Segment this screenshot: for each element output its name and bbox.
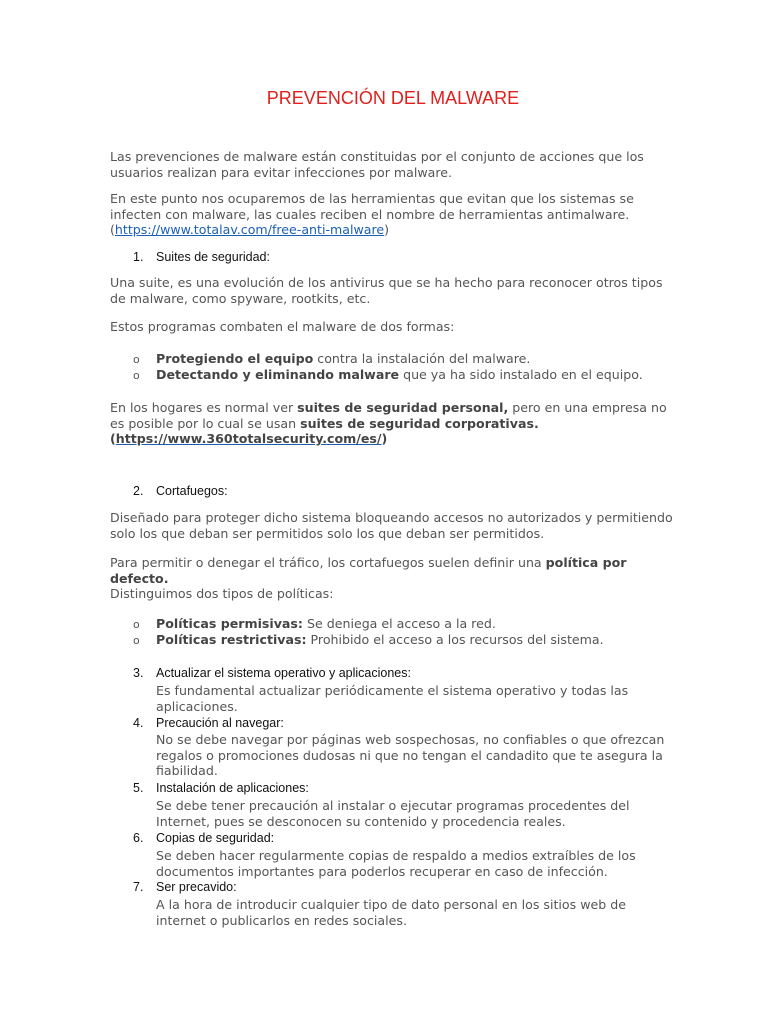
section-heading-text: Suites de seguridad: xyxy=(156,250,270,264)
bullet-mark: o xyxy=(133,369,140,382)
section-heading-suites xyxy=(133,249,270,265)
cortafuegos-paragraph-2 xyxy=(110,555,680,602)
text-run: En los hogares es normal ver xyxy=(110,400,298,415)
suites-paragraph-1: Una suite, es una evolución de los antivirus que se ha hecho para reconocer otros tipos de malware, como spyware, rootkits, etc. xyxy=(110,275,663,306)
item-heading-text: Actualizar el sistema operativo y aplicaciones: xyxy=(156,666,411,680)
item-heading-text: Precaución al navegar: xyxy=(156,716,284,730)
bullet-item xyxy=(133,616,693,633)
item-heading xyxy=(133,830,274,846)
bullet-item xyxy=(133,351,693,368)
page-title: PREVENCIÓN DEL MALWARE xyxy=(266,88,520,108)
bullet-bold: Protegiendo el equipo xyxy=(156,351,314,366)
item-description: Se debe tener precaución al instalar o ejecutar programas procedentes del Internet, pues se desconocen su contenido y procedencia reales. xyxy=(156,798,630,829)
item-heading-text: Ser precavido: xyxy=(156,880,237,894)
bullet-text: contra la instalación del malware. xyxy=(313,351,531,366)
item-heading xyxy=(133,715,284,731)
cortafuegos-paragraph-1: Diseñado para proteger dicho sistema bloqueando accesos no autorizados y permitiendo solo los que deban ser permitidos solo los que deban ser permitidos. xyxy=(110,510,673,541)
open-paren: ( xyxy=(110,222,115,237)
item-description: No se debe navegar por páginas web sospechosas, no confiables o que ofrezcan regalos o promociones dudosas ni que no tengan el candadito que te asegura la fiabilidad. xyxy=(156,732,665,778)
item-heading xyxy=(133,780,309,796)
item-number: 3. xyxy=(133,666,144,680)
section-number: 1. xyxy=(133,250,144,264)
suites-paragraph-2: Estos programas combaten el malware de dos formas: xyxy=(110,319,455,334)
bullet-text: que ya ha sido instalado en el equipo. xyxy=(399,367,643,382)
section-heading-cortafuegos xyxy=(133,483,228,499)
close-paren: ) xyxy=(381,431,388,446)
bullet-bold: Detectando y eliminando malware xyxy=(156,367,400,382)
link-text: https://www.360totalsecurity.com/es/ xyxy=(115,431,382,446)
intro-paragraph-2 xyxy=(110,191,680,238)
section-number: 2. xyxy=(133,484,144,498)
intro-paragraph-1: Las prevenciones de malware están constituidas por el conjunto de acciones que los usuarios realizan para evitar infecciones por malware. xyxy=(110,149,644,180)
close-paren: ) xyxy=(384,222,390,237)
intro-paragraph-2-text: En este punto nos ocuparemos de las herramientas que evitan que los sistemas se infecten con malware, las cuales reciben el nombre de herramientas antimalware. xyxy=(110,191,634,222)
bullet-text: Se deniega el acceso a la red. xyxy=(302,616,496,631)
text-run: Distinguimos dos tipos de políticas: xyxy=(110,586,334,601)
open-paren: ( xyxy=(110,431,116,446)
text-run: Para permitir o denegar el tráfico, los cortafuegos suelen definir una xyxy=(110,555,546,570)
item-heading-text: Copias de seguridad: xyxy=(156,831,275,845)
item-number: 7. xyxy=(133,880,144,894)
bullet-bold: Políticas permisivas: xyxy=(156,616,303,631)
bullet-mark: o xyxy=(133,634,140,647)
item-description: Se deben hacer regularmente copias de respaldo a medios extraíbles de los documentos importantes para poderlos recuperar en caso de infección. xyxy=(156,848,636,879)
item-number: 5. xyxy=(133,781,144,795)
bullet-mark: o xyxy=(133,618,140,631)
bold-run: política por defecto. xyxy=(110,555,627,586)
text-run: pero en una empresa no es posible por lo cual se usan xyxy=(110,400,667,431)
360totalsecurity-link[interactable] xyxy=(116,431,382,446)
item-description: A la hora de introducir cualquier tipo de dato personal en los sitios web de internet o publicarlos en redes sociales. xyxy=(156,897,626,928)
totalav-link[interactable]: https://www.totalav.com/free-anti-malware xyxy=(114,222,385,237)
bullet-item xyxy=(133,367,693,384)
bullet-bold: Políticas restrictivas: xyxy=(156,632,307,647)
item-heading xyxy=(133,665,411,681)
item-number: 6. xyxy=(133,831,144,845)
bullet-mark: o xyxy=(133,353,140,366)
bullet-item xyxy=(133,632,693,649)
item-heading xyxy=(133,879,237,895)
suites-paragraph-3 xyxy=(110,400,680,447)
item-heading-text: Instalación de aplicaciones: xyxy=(156,781,309,795)
bold-run: suites de seguridad corporativas. xyxy=(300,415,539,431)
bold-run: suites de seguridad personal, xyxy=(297,400,509,415)
item-description: Es fundamental actualizar periódicamente el sistema operativo y todas las aplicaciones. xyxy=(156,683,629,714)
section-heading-text: Cortafuegos: xyxy=(156,484,228,498)
bullet-text: Prohibido el acceso a los recursos del sistema. xyxy=(306,632,604,647)
item-number: 4. xyxy=(133,716,144,730)
